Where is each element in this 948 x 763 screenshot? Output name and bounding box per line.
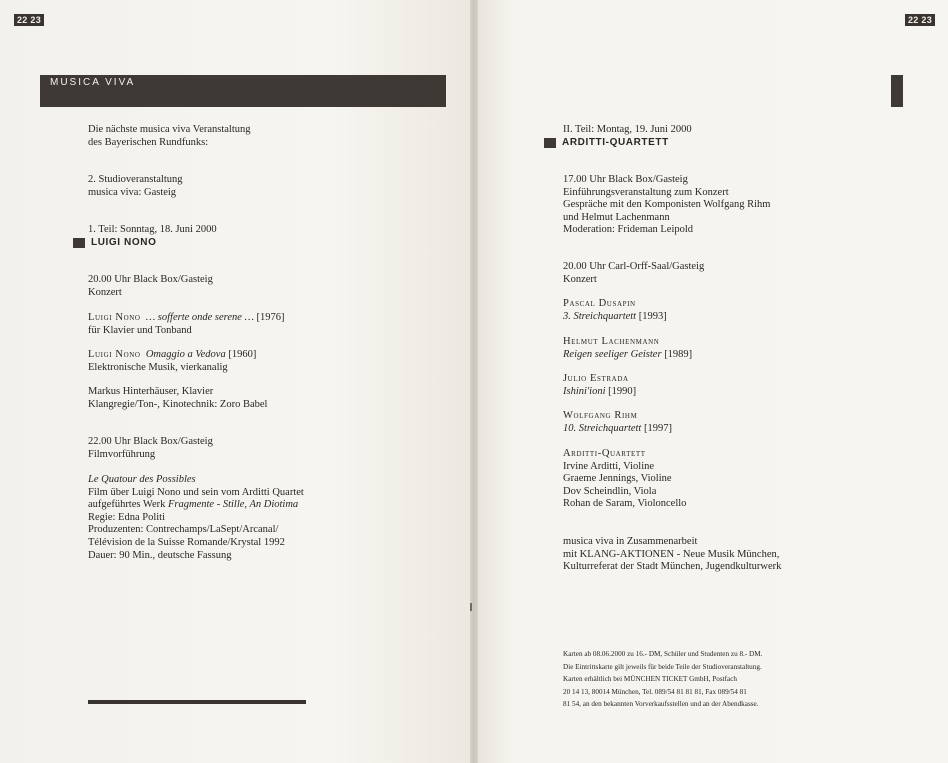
bottom-rule <box>88 700 306 704</box>
work-omaggio: Luigi Nono Omaggio a Vedova [1960] Elektronische Musik, vierkanalig <box>88 349 257 373</box>
work-title: Reigen seeliger Geister <box>563 348 662 360</box>
event-2200: 22.00 Uhr Black Box/Gasteig Filmvorführung <box>88 436 213 460</box>
event-2000: 20.00 Uhr Black Box/Gasteig Konzert <box>88 274 213 298</box>
work-title: Ishini'ioni <box>563 385 606 397</box>
composer-name: Luigi Nono <box>88 349 141 360</box>
quartet-members: Arditti-Quartett Irvine Arditti, Violine Graeme Jennings, Violine Dov Scheindlin, Viola Rohan de Saram, Violoncello <box>563 448 687 510</box>
composer-name: Pascal Dusapin <box>563 298 636 309</box>
square-marker <box>73 238 85 248</box>
work-title: 10. Streichquartett <box>563 422 642 434</box>
work-title: … sofferte onde serene … <box>145 312 254 323</box>
folio-left: 22 23 <box>14 14 44 26</box>
section-banner <box>40 75 446 107</box>
work-lachenmann: Helmut Lachenmann Reigen seeliger Geister [1989] <box>563 336 693 360</box>
film-info: Le Quatour des Possibles Film über Luigi Nono und sein vom Arditti Quartet aufgeführtes Werk Fragmente - Stille, An Diotima Regie: Edna Politi Produzenten: Contrechamps/LaSept/Arcanal/ Télévision de la Suisse Romande/Krystal 1992 Dauer: 90 Min., deutsche Fassung <box>88 474 304 561</box>
composer-name: Julio Estrada <box>563 373 629 384</box>
gutter-mark <box>470 603 472 611</box>
left-page <box>0 0 472 763</box>
event-1700: 17.00 Uhr Black Box/Gasteig Einführungsveranstaltung zum Konzert Gespräche mit den Komponisten Wolfgang Rihm und Helmut Lachenmann Moderation: Frideman Leipold <box>563 174 771 236</box>
heading-arditti-quartett: ARDITTI-QUARTETT <box>544 137 669 150</box>
square-marker <box>544 138 556 148</box>
composer-name: Wolfgang Rihm <box>563 410 638 421</box>
work-rihm: Wolfgang Rihm 10. Streichquartett [1997] <box>563 410 672 434</box>
part2-date: II. Teil: Montag, 19. Juni 2000 <box>563 124 692 135</box>
ensemble-name: Arditti-Quartett <box>563 448 646 459</box>
film-title: Le Quatour des Possibles <box>88 474 196 485</box>
event-carl-orff: 20.00 Uhr Carl-Orff-Saal/Gasteig Konzert <box>563 261 705 285</box>
work-title: 3. Streichquartett <box>563 310 637 322</box>
book-gutter <box>470 0 478 763</box>
performers: Markus Hinterhäuser, Klavier Klangregie/Ton-, Kinotechnik: Zoro Babel <box>88 386 268 410</box>
intro: Die nächste musica viva Veranstaltung des Bayerischen Rundfunks: <box>88 124 251 148</box>
right-banner-bar <box>891 75 903 107</box>
cooperation-note: musica viva in Zusammenarbeit mit KLANG-AKTIONEN - Neue Musik München, Kulturreferat der Stadt München, Jugendkulturwerk <box>563 536 782 573</box>
heading-luigi-nono: LUIGI NONO <box>73 237 156 250</box>
work-sofferte: Luigi Nono … sofferte onde serene … [1976] für Klavier und Tonband <box>88 312 285 336</box>
banner-title: MUSICA VIVA <box>50 77 136 88</box>
folio-right: 22 23 <box>905 14 935 26</box>
ticket-info: Karten ab 08.06.2000 zu 16.- DM, Schüler und Studenten zu 8.- DM. Die Eintrittskarte gilt jeweils für beide Teile der Studioveranstaltung. Karten erhältlich bei MÜNCHEN TICKET GmbH, Postfach 20 14 13, 80014 München, Tel. 089/54 81 81 81, Fax 089/54 81 81 54, an den bekannten Vorverkaufsstellen und an der Abendkasse. <box>563 650 763 709</box>
work-estrada: Julio Estrada Ishini'ioni [1990] <box>563 373 637 397</box>
work-dusapin: Pascal Dusapin 3. Streichquartett [1993] <box>563 298 667 322</box>
studio-info: 2. Studioveranstaltung musica viva: Gasteig <box>88 174 183 198</box>
work-title: Omaggio a Vedova <box>145 349 226 360</box>
composer-name: Luigi Nono <box>88 312 141 323</box>
composer-name: Helmut Lachenmann <box>563 336 660 347</box>
part1-date: 1. Teil: Sonntag, 18. Juni 2000 <box>88 224 217 235</box>
